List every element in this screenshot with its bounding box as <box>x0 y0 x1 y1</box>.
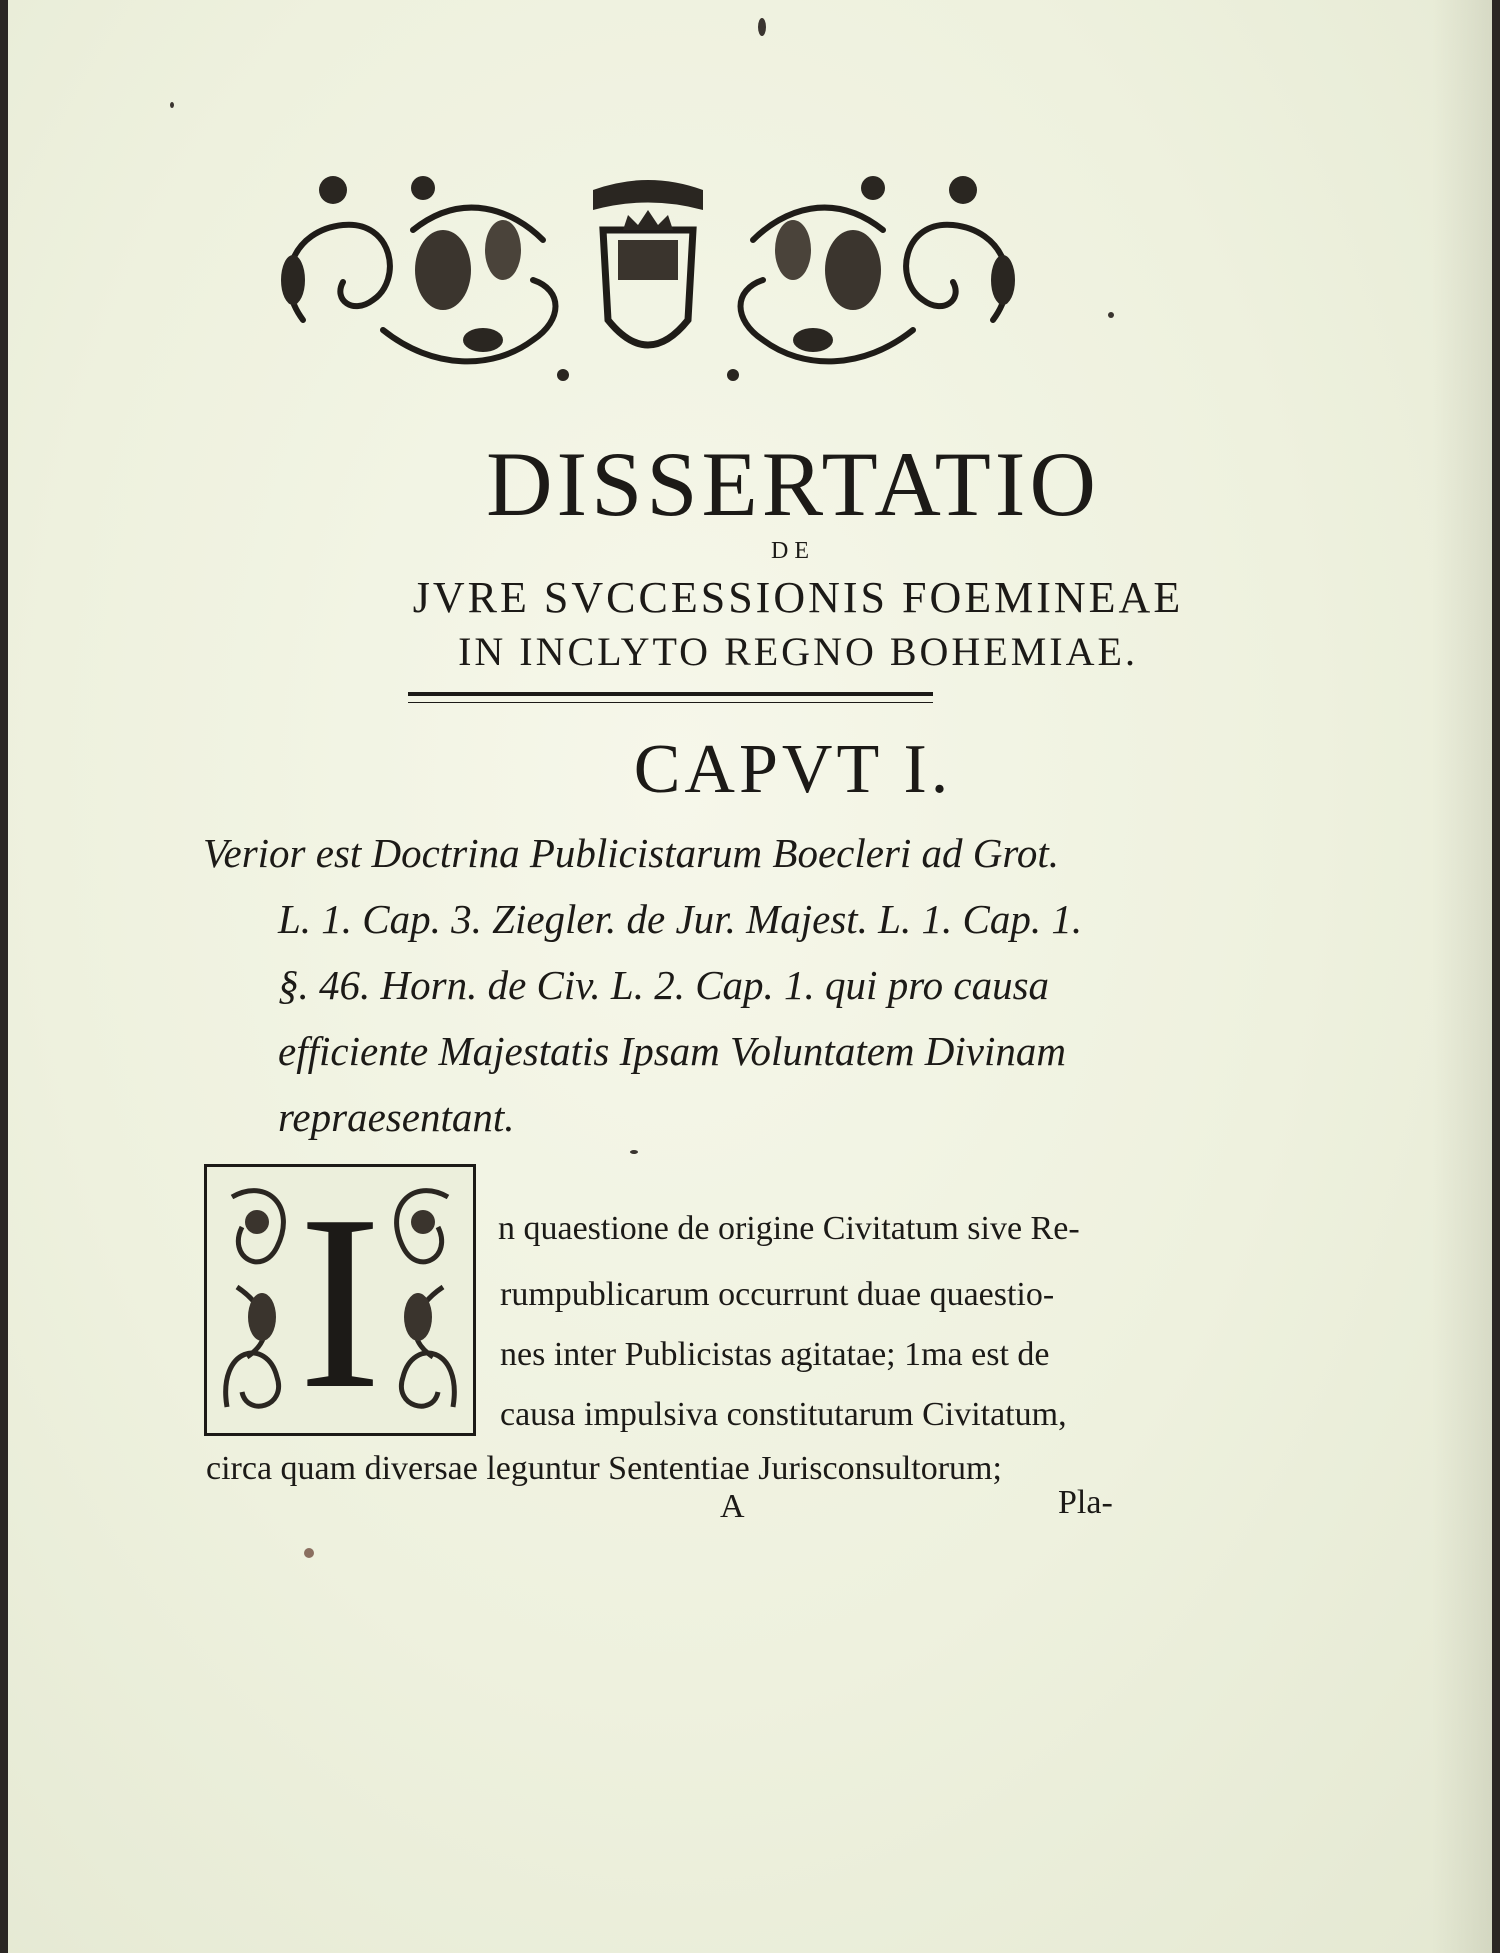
signature-mark: A <box>720 1488 745 1525</box>
book-page <box>8 0 1492 1953</box>
paper-speck <box>304 1548 314 1558</box>
summary-line: L. 1. Cap. 3. Ziegler. de Jur. Majest. L. 1. Cap. 1. <box>278 896 1083 942</box>
summary-line: repraesentant. <box>278 1094 515 1140</box>
paper-speck <box>1108 312 1114 318</box>
subtitle-line-2: IN INCLYTO REGNO BOHEMIAE. <box>458 629 1138 674</box>
dissertation-title: DISSERTATIO <box>486 433 1100 535</box>
body-line: n quaestione de origine Civitatum sive Re- <box>498 1210 1080 1247</box>
summary-line: §. 46. Horn. de Civ. L. 2. Cap. 1. qui pro causa <box>278 962 1050 1008</box>
headpiece-ornament <box>263 170 1033 390</box>
paper-speck <box>630 1150 638 1154</box>
paper-speck <box>170 102 174 108</box>
decorated-initial <box>204 1164 476 1441</box>
subtitle-line-1: JVRE SVCCESSIONIS FOEMINEAE <box>412 573 1184 622</box>
paper-speck <box>758 18 766 36</box>
initial-letter: I <box>298 1164 382 1441</box>
body-line: rumpublicarum occurrunt duae quaestio- <box>500 1276 1055 1313</box>
title-preposition: DE <box>771 538 815 564</box>
catchword: Pla- <box>1058 1484 1113 1521</box>
chapter-heading: CAPVT I. <box>633 731 953 808</box>
chapter-summary <box>203 820 1153 1150</box>
body-line: circa quam diversae leguntur Sententiae Jurisconsultorum; <box>206 1450 1002 1487</box>
summary-line: efficiente Majestatis Ipsam Voluntatem Divinam <box>278 1028 1066 1074</box>
body-line: nes inter Publicistas agitatae; 1ma est de <box>500 1336 1050 1373</box>
summary-line: Verior est Doctrina Publicistarum Boecleri ad Grot. <box>203 830 1059 876</box>
body-line: causa impulsiva constitutarum Civitatum, <box>500 1396 1067 1433</box>
double-rule-divider <box>408 692 933 703</box>
